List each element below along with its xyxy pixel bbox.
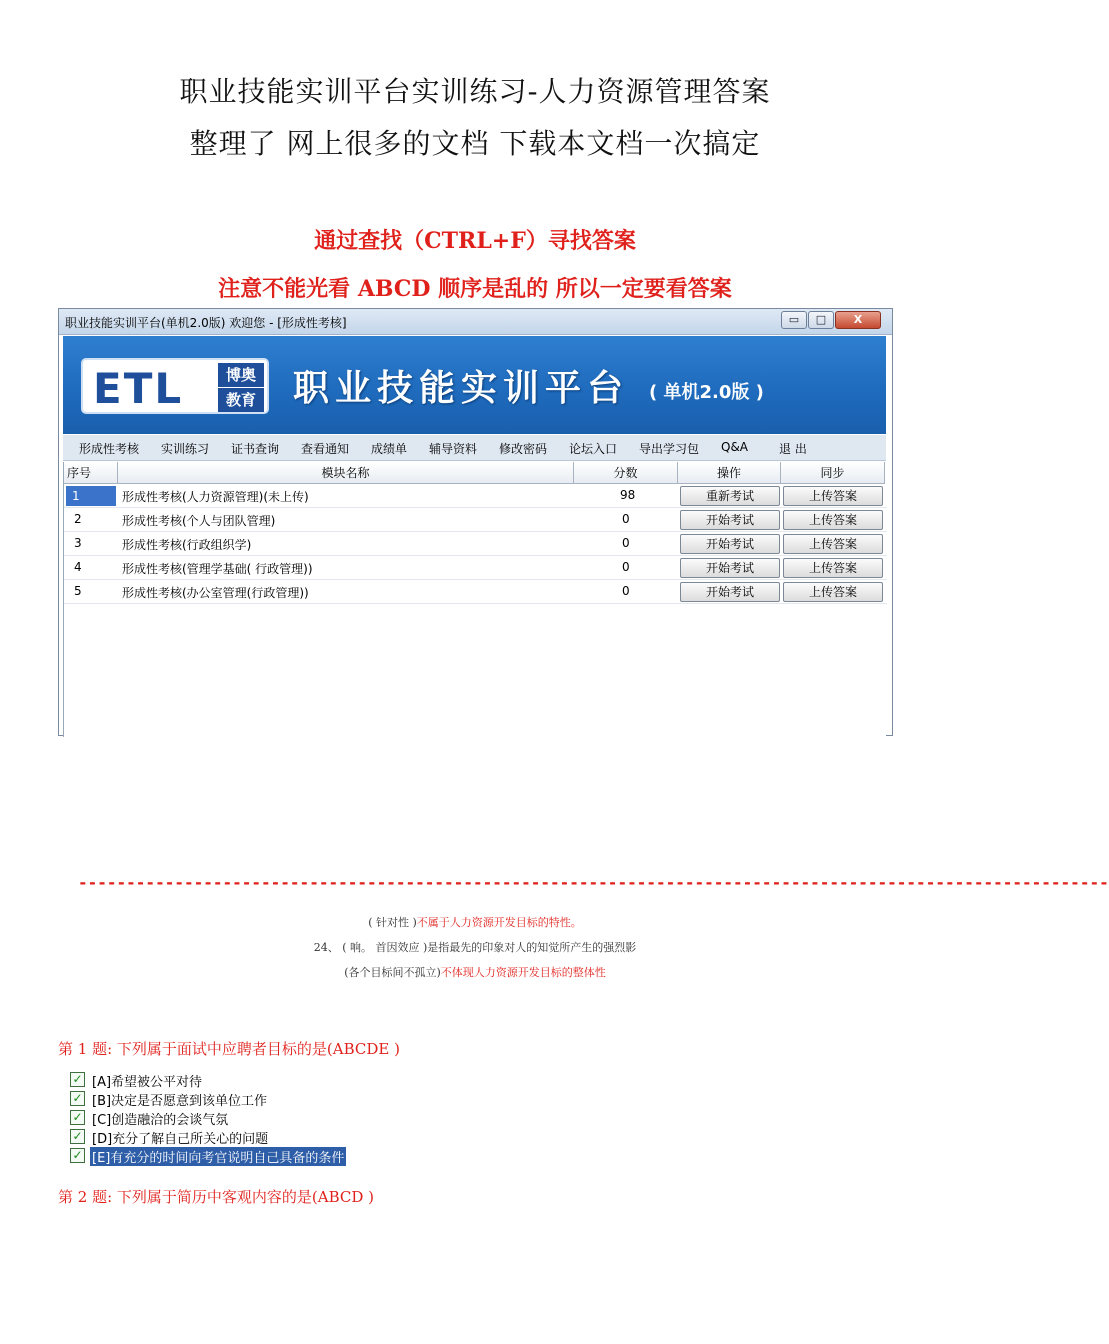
- checkbox-checked-icon[interactable]: ✓: [70, 1148, 85, 1163]
- table-row[interactable]: [64, 508, 887, 532]
- checkbox-checked-icon[interactable]: ✓: [70, 1091, 85, 1106]
- start-exam-button[interactable]: 开始考试: [680, 510, 780, 530]
- table-row[interactable]: [64, 556, 887, 580]
- menu-item-export[interactable]: 导出学习包: [639, 442, 700, 456]
- upload-answers-button[interactable]: 上传答案: [783, 558, 883, 578]
- snippet-1-answer: ( 针对性 ): [368, 916, 417, 929]
- menu-item-qa[interactable]: Q&A: [721, 440, 749, 454]
- row-number: 3: [74, 536, 82, 550]
- question-1: 第 1 题: 下列属于面试中应聘者目标的是(ABCDE ): [58, 1040, 400, 1058]
- row-score: 98: [620, 488, 636, 502]
- col-header-name[interactable]: 模块名称: [118, 462, 574, 484]
- maximize-icon[interactable]: □: [808, 311, 834, 329]
- etl-logo: [81, 358, 269, 414]
- window-title: 职业技能实训平台(单机2.0版) 欢迎您 - [形成性考核]: [65, 316, 347, 330]
- window-titlebar: [59, 309, 892, 335]
- logo-cn-top: 博奥: [218, 363, 264, 387]
- search-tip: 通过查找（CTRL+F）寻找答案: [314, 228, 636, 254]
- menu-item-practice[interactable]: 实训练习: [161, 442, 210, 456]
- upload-answers-button[interactable]: 上传答案: [783, 582, 883, 602]
- row-number: 4: [74, 560, 82, 574]
- minimize-icon[interactable]: ▭: [781, 311, 807, 329]
- upload-answers-button[interactable]: 上传答案: [783, 510, 883, 530]
- row-module-name: 形成性考核(行政组织学): [122, 538, 252, 552]
- page-title: 职业技能实训平台实训练习-人力资源管理答案: [179, 75, 771, 108]
- col-header-action[interactable]: 操作: [678, 462, 781, 484]
- menu-item-forum[interactable]: 论坛入口: [569, 442, 618, 456]
- menu-item-certificate[interactable]: 证书查询: [231, 442, 280, 456]
- col-header-score[interactable]: 分数: [574, 462, 678, 484]
- start-exam-button[interactable]: 开始考试: [680, 582, 780, 602]
- question-2: 第 2 题: 下列属于简历中客观内容的是(ABCD ): [58, 1188, 375, 1206]
- snippet-3-answer: (各个目标间不孤立): [344, 966, 441, 979]
- order-warning: 注意不能光看 ABCD 顺序是乱的 所以一定要看答案: [218, 276, 732, 302]
- col-header-no[interactable]: 序号: [64, 462, 118, 484]
- menu-item-formative[interactable]: 形成性考核: [79, 442, 140, 456]
- table-row[interactable]: [64, 484, 887, 508]
- banner-title: 职业技能实训平台: [293, 368, 630, 409]
- option-d-label: [D]充分了解自己所关心的问题: [92, 1132, 269, 1147]
- logo-cn-bottom: 教育: [218, 388, 264, 412]
- row-number: 1: [66, 486, 116, 506]
- snippet-1-question: 不属于人力资源开发目标的特性。: [416, 916, 582, 929]
- col-header-sync[interactable]: 同步: [781, 462, 885, 484]
- snippet-line-2: 24、 ( 响。 首因效应 )是指最先的印象对人的知觉所产生的强烈影: [313, 941, 637, 954]
- checkbox-checked-icon[interactable]: ✓: [70, 1129, 85, 1144]
- checkbox-checked-icon[interactable]: ✓: [70, 1110, 85, 1125]
- menu-item-notices[interactable]: 查看通知: [301, 442, 350, 456]
- row-score: 0: [622, 536, 630, 550]
- row-module-name: 形成性考核(管理学基础( 行政管理)): [122, 562, 313, 576]
- row-score: 0: [622, 512, 630, 526]
- menu-item-materials[interactable]: 辅导资料: [429, 442, 478, 456]
- menu-bar: [63, 435, 886, 461]
- retake-exam-button[interactable]: 重新考试: [680, 486, 780, 506]
- row-number: 5: [74, 584, 82, 598]
- separator-line: -----------------------------------------------------------------------------------------------------------: [78, 873, 1109, 892]
- snippet-line-1: [0, 914, 950, 930]
- start-exam-button[interactable]: 开始考试: [680, 534, 780, 554]
- row-score: 0: [622, 584, 630, 598]
- option-e-label: [E]有充分的时间向考官说明自己具备的条件: [90, 1147, 346, 1166]
- upload-answers-button[interactable]: 上传答案: [783, 534, 883, 554]
- option-c-label: [C]创造融洽的会谈气氛: [92, 1113, 229, 1128]
- page-subtitle: 整理了 网上很多的文档 下载本文档一次搞定: [189, 127, 761, 160]
- banner-edition: ( 单机2.0版 ): [649, 382, 764, 403]
- menu-item-grades[interactable]: 成绩单: [371, 442, 408, 456]
- snippet-3-question: 不体现人力资源开发目标的整体性: [440, 966, 606, 979]
- menu-item-password[interactable]: 修改密码: [499, 442, 548, 456]
- table-row[interactable]: [64, 532, 887, 556]
- row-module-name: 形成性考核(办公室管理(行政管理)): [122, 586, 309, 600]
- option-b-label: [B]决定是否愿意到该单位工作: [92, 1094, 268, 1109]
- close-icon[interactable]: X: [835, 311, 881, 329]
- row-score: 0: [622, 560, 630, 574]
- upload-answers-button[interactable]: 上传答案: [783, 486, 883, 506]
- logo-etl-text: ETL: [93, 364, 184, 413]
- row-module-name: 形成性考核(个人与团队管理): [122, 514, 276, 528]
- table-row[interactable]: [64, 580, 887, 604]
- menu-item-exit[interactable]: 退 出: [779, 442, 807, 456]
- option-a-label: [A]希望被公平对待: [92, 1075, 203, 1090]
- snippet-line-3: [0, 964, 950, 980]
- module-table: [63, 462, 886, 737]
- row-number: 2: [74, 512, 82, 526]
- checkbox-checked-icon[interactable]: ✓: [70, 1072, 85, 1087]
- start-exam-button[interactable]: 开始考试: [680, 558, 780, 578]
- app-window-screenshot: [58, 308, 893, 736]
- row-module-name: 形成性考核(人力资源管理)(未上传): [122, 490, 309, 504]
- app-banner: [63, 336, 886, 434]
